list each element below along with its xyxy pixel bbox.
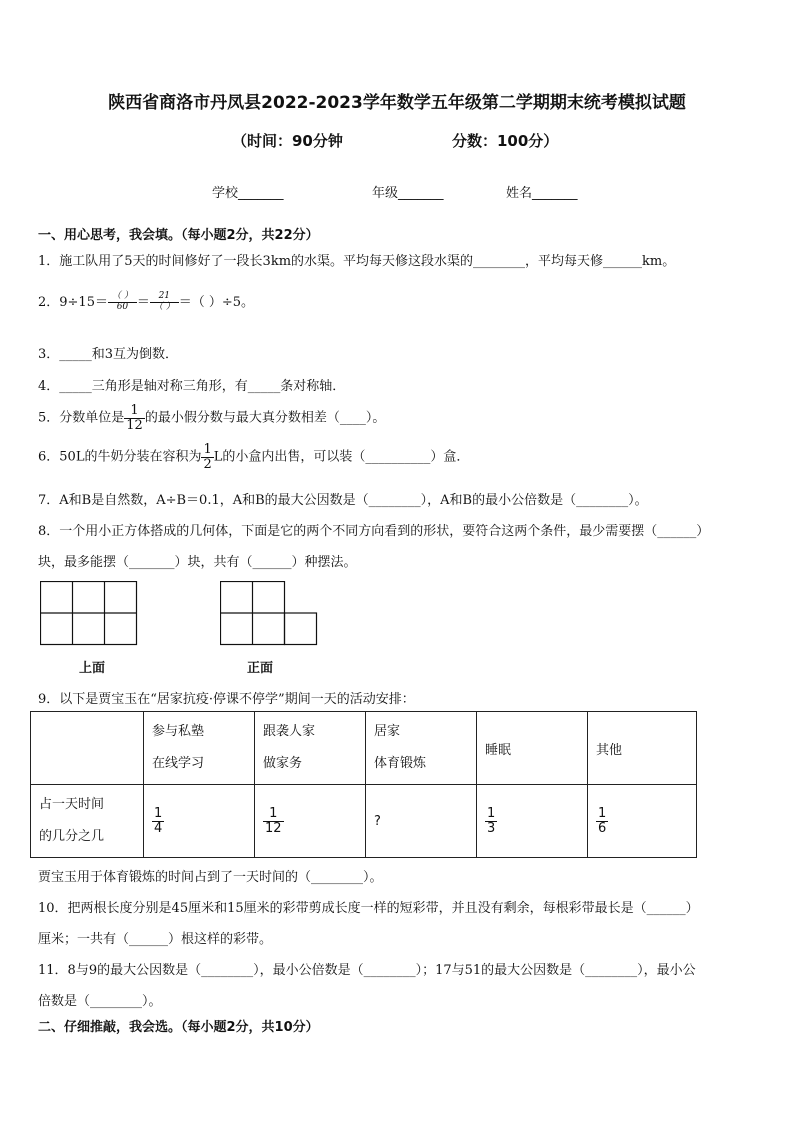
q2-fraction-2 — [150, 292, 179, 313]
table-value-cell — [366, 785, 477, 858]
question-9-question: 贾宝玉用于体育锻炼的时间占到了一天时间的（________）。 — [38, 870, 383, 885]
section-1-heading: 一、用心思考，我会填。（每小题2分，共22分） — [38, 228, 319, 243]
header-line: 做家务 — [263, 756, 303, 771]
time-label: （时间：90分钟 — [232, 132, 343, 150]
value-numerator: 1 — [263, 807, 284, 822]
value-numerator: 1 — [598, 805, 607, 821]
q6-numerator: 1 — [203, 442, 212, 457]
header-line: 居家 — [374, 724, 401, 739]
value-numerator: 1 — [154, 805, 163, 821]
value-denominator: 12 — [265, 820, 282, 836]
question-7: 7．A和B是自然数，A÷B＝0.1，A和B的最大公因数是（________），A和B的最小公倍数是（________）。 — [38, 493, 648, 508]
q5-numerator: 1 — [124, 404, 145, 419]
table-value-cell — [144, 785, 255, 858]
table-header-cell — [477, 712, 588, 785]
value-denominator: 3 — [487, 820, 496, 836]
row-label-line: 的几分之几 — [39, 829, 105, 844]
value-fraction — [596, 807, 608, 835]
front-view-label: 正面 — [247, 661, 274, 676]
q6-prefix: 6．50L的牛奶分装在容积为 — [38, 449, 202, 465]
header-line: 参与私塾 — [152, 724, 205, 739]
table-header-cell — [144, 712, 255, 785]
value-fraction — [263, 807, 284, 835]
header-line: 跟袭人家 — [263, 724, 316, 739]
q6-fraction — [201, 443, 213, 471]
q6-suffix: L的小盒内出售，可以装（__________）盒． — [213, 449, 470, 465]
table-row-label — [31, 785, 144, 858]
table-header-row — [31, 712, 697, 785]
top-view-grid — [40, 581, 140, 647]
header-line: 在线学习 — [152, 756, 205, 771]
q5-suffix: 的最小假分数与最大真分数相差（____）。 — [144, 410, 386, 426]
unknown-value: ? — [374, 813, 381, 829]
row-label-line: 占一天时间 — [39, 797, 105, 812]
q2-prefix: 2．9÷15＝ — [38, 295, 108, 310]
question-4: 4．_____三角形是轴对称三角形，有_____条对称轴． — [38, 379, 346, 394]
page-title: 陕西省商洛市丹凤县2022-2023学年数学五年级第二学期期末统考模拟试题 — [108, 93, 686, 113]
table-value-cell — [588, 785, 697, 858]
value-numerator: 1 — [487, 805, 496, 821]
table-header-cell — [255, 712, 366, 785]
question-6 — [38, 443, 469, 471]
header-line: 睡眠 — [485, 742, 512, 758]
table-header-cell — [366, 712, 477, 785]
question-2 — [38, 291, 254, 313]
table-value-cell — [255, 785, 366, 858]
table-corner-cell — [31, 712, 144, 785]
q2-f1-denominator: 60 — [116, 302, 129, 312]
table-data-row — [31, 785, 697, 858]
q5-denominator: 12 — [126, 417, 143, 433]
name-field: 姓名_______ — [506, 186, 578, 201]
header-line: 体育锻炼 — [374, 756, 427, 771]
table-value-cell — [477, 785, 588, 858]
question-8-line-2: 块，最多能摆（_______）块，共有（______）种摆法。 — [38, 555, 357, 570]
question-10-line-1: 10．把两根长度分别是45厘米和15厘米的彩带剪成长度一样的短彩带，并且没有剩余，每根彩带最长是（______） — [38, 901, 699, 916]
value-fraction — [152, 807, 164, 835]
top-view-label: 上面 — [79, 661, 106, 676]
table-header-cell — [588, 712, 697, 785]
question-9-intro: 9．以下是贾宝玉在“居家抗疫·停课不停学”期间一天的活动安排： — [38, 692, 415, 707]
question-5 — [38, 404, 385, 432]
question-3: 3．_____和3互为倒数． — [38, 347, 179, 362]
score-label: 分数：100分） — [452, 132, 559, 150]
question-10-line-2: 厘米；一共有（______）根这样的彩带。 — [38, 932, 273, 947]
q6-denominator: 2 — [203, 456, 212, 472]
q2-f2-denominator: （ ） — [153, 302, 175, 312]
q2-suffix: ＝（ ）÷5。 — [178, 295, 255, 310]
value-fraction — [485, 807, 497, 835]
q2-f2-numerator: 21 — [150, 292, 179, 303]
question-1: 1．施工队用了5天的时间修好了一段长3km的水渠。平均每天修这段水渠的________，平均每天修______km。 — [38, 254, 676, 269]
q5-prefix: 5．分数单位是 — [38, 410, 125, 426]
section-2-heading: 二、仔细推敲，我会选。（每小题2分，共10分） — [38, 1020, 319, 1035]
value-denominator: 4 — [154, 820, 163, 836]
question-11-line-1: 11．8与9的最大公因数是（________），最小公倍数是（________）；17与51的最大公因数是（________），最小公 — [38, 963, 696, 978]
value-denominator: 6 — [598, 820, 607, 836]
school-field: 学校_______ — [212, 186, 284, 201]
q2-f1-numerator: （ ） — [108, 292, 137, 303]
front-view-grid — [220, 581, 320, 647]
q2-mid: ＝ — [136, 295, 150, 310]
header-line: 其他 — [596, 742, 623, 758]
q2-fraction-1 — [108, 292, 137, 313]
q5-fraction — [124, 404, 145, 432]
grade-field: 年级_______ — [372, 186, 444, 201]
question-8-line-1: 8．一个用小正方体搭成的几何体，下面是它的两个不同方向看到的形状，要符合这两个条件，最少需要摆（______） — [38, 524, 710, 539]
activity-table — [30, 711, 697, 858]
question-11-line-2: 倍数是（________）。 — [38, 994, 162, 1009]
